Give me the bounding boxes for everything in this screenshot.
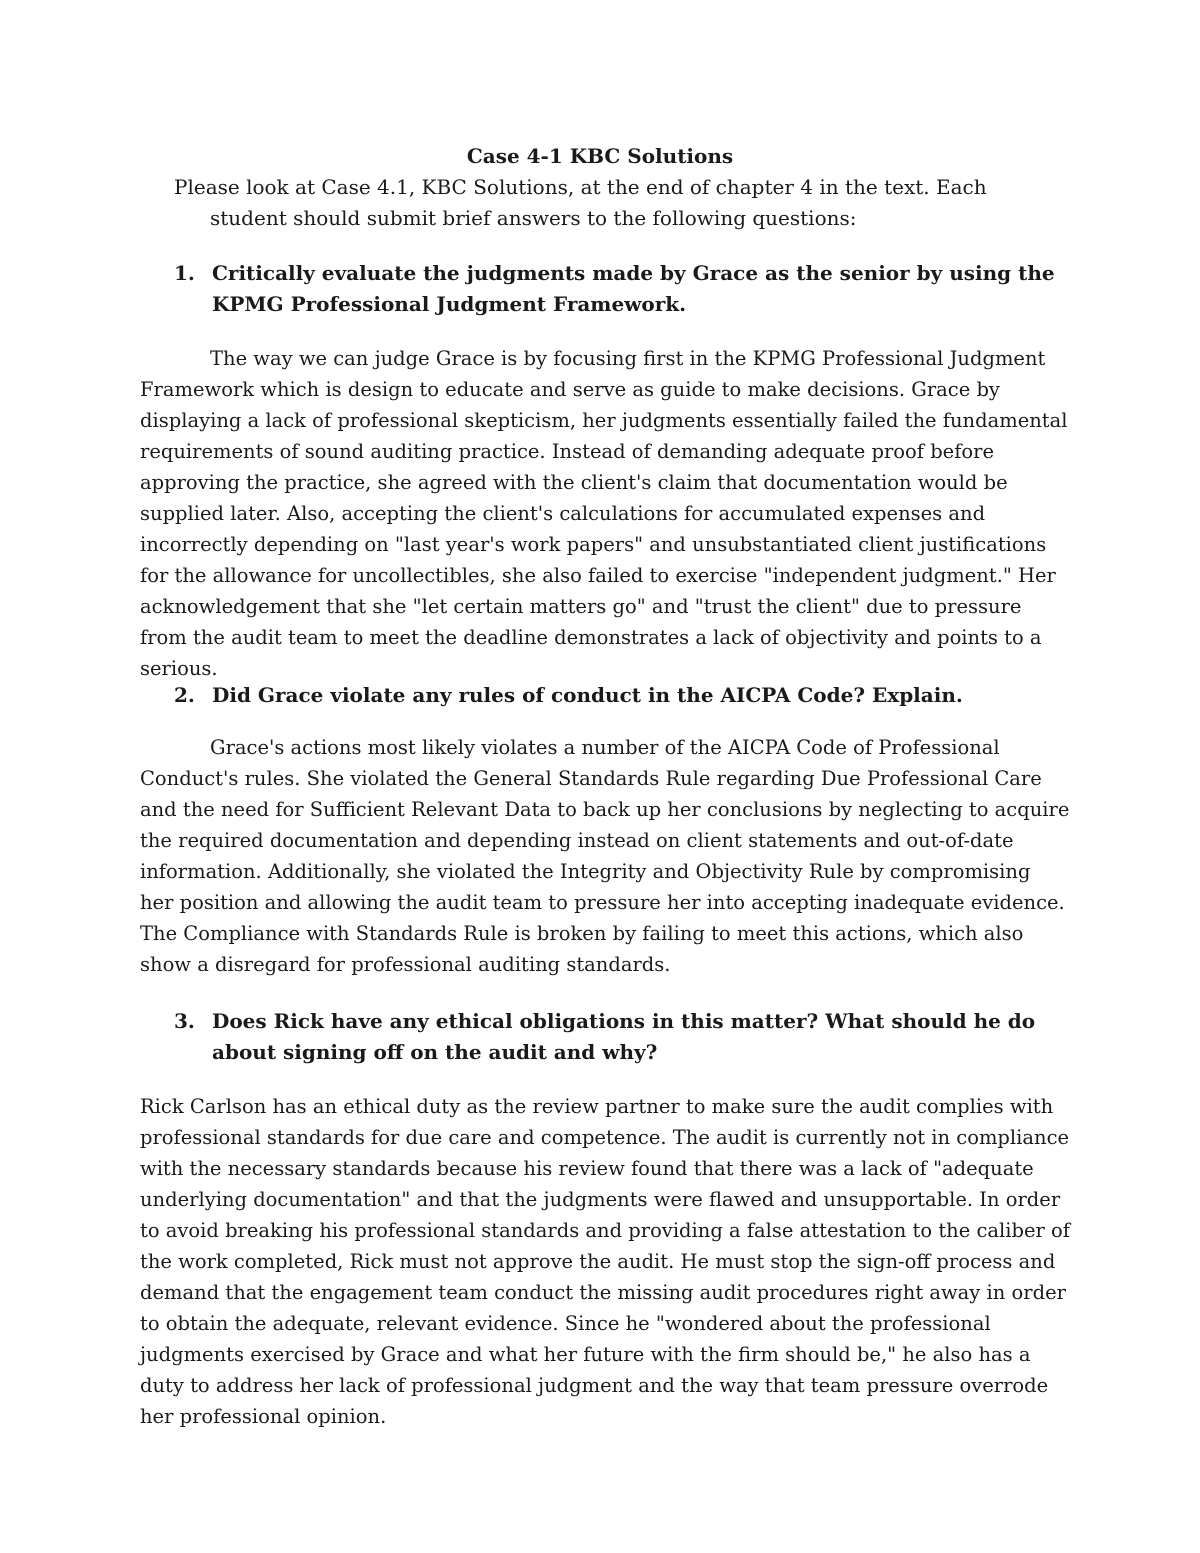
intro-paragraph — [174, 172, 1054, 234]
answer-3: Rick Carlson has an ethical duty as the review partner to make sure the audit complies with professional standards for due care and competence. The audit is currently not in compliance with the necessary standards because his review found that there was a lack of "adequate underlying documentation" and that the judgments were flawed and unsupportable. In order to avoid breaking his professional standards and providing a false attestation to the caliber of the work completed, Rick must not approve the audit. He must stop the sign-off process and demand that the engagement team conduct the missing audit procedures right away in order to obtain the adequate, relevant evidence. Since he "wondered about the professional judgments exercised by Grace and what her future with the firm should be," he also has a duty to address her lack of professional judgment and the way that team pressure overrode her professional opinion. — [140, 1095, 1070, 1428]
intro-text: Please look at Case 4.1, KBC Solutions, at the end of chapter 4 in the text. Each student should submit brief answers to the following questions: — [174, 175, 987, 230]
question-1-text: Critically evaluate the judgments made by Grace as the senior by using the KPMG Professional Judgment Framework. — [212, 261, 1055, 316]
question-1 — [174, 258, 1074, 320]
answer-1: The way we can judge Grace is by focusing first in the KPMG Professional Judgment Framework which is design to educate and serve as guide to make decisions. Grace by displaying a lack of professional skepticism, her judgments essentially failed the fundamental requirements of sound auditing practice. Instead of demanding adequate proof before approving the practice, she agreed with the client's claim that documentation would be supplied later. Also, accepting the client's calculations for accumulated expenses and incorrectly depending on "last year's work papers" and unsubstantiated client justifications for the allowance for uncollectibles, she also failed to exercise "independent judgment." Her acknowledgement that she "let certain matters go" and "trust the client" due to pressure from the audit team to meet the deadline demonstrates a lack of objectivity and points to a serious. — [140, 347, 1068, 680]
answer-2: Grace's actions most likely violates a number of the AICPA Code of Professional Conduct's rules. She violated the General Standards Rule regarding Due Professional Care and the need for Sufficient Relevant Data to back up her conclusions by neglecting to acquire the required documentation and depending instead on client statements and out-of-date information. Additionally, she violated the Integrity and Objectivity Rule by compromising her position and allowing the audit team to pressure her into accepting inadequate evidence. The Compliance with Standards Rule is broken by failing to meet this actions, which also show a disregard for professional auditing standards. — [140, 736, 1070, 976]
question-2-text: Did Grace violate any rules of conduct in the AICPA Code? Explain. — [212, 683, 963, 707]
question-2 — [174, 680, 1074, 711]
document-title: Case 4-1 KBC Solutions — [466, 144, 734, 168]
question-3-text: Does Rick have any ethical obligations in this matter? What should he do about signing off on the audit and why? — [212, 1009, 1036, 1064]
question-2-number: 2. — [174, 683, 195, 707]
question-3-number: 3. — [174, 1009, 195, 1033]
question-1-number: 1. — [174, 261, 195, 285]
question-3 — [174, 1006, 1074, 1068]
